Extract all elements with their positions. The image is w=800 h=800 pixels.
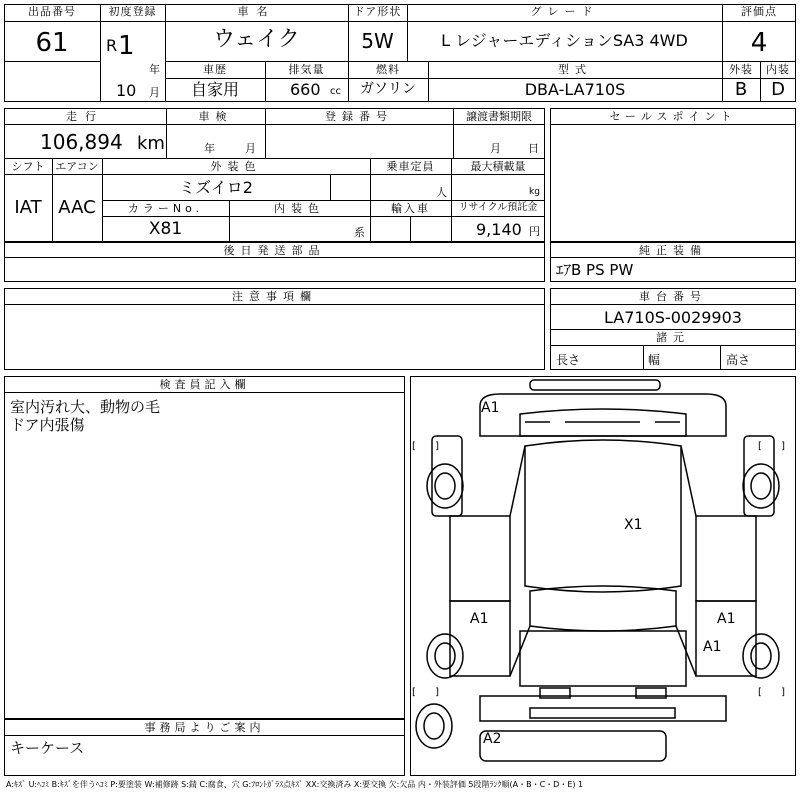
recycle-value: 9,140 [476, 220, 522, 239]
name-value: ウェイク [213, 27, 300, 52]
chassis-value: LA710S-0029903 [604, 308, 742, 327]
inspector-notes: 室内汚れ大、動物の毛 ドア内張傷 [10, 398, 161, 434]
displacement-unit: cc [330, 86, 341, 97]
sales-point-box [550, 108, 796, 242]
damage-mark-a2-rear: A2 [483, 731, 502, 747]
recycle-label: リサイクル預託金 [458, 202, 538, 213]
bracket-tr: [ ] [758, 441, 793, 452]
capacity-label: 乗車定員 [386, 160, 435, 173]
door-label: ドア形状 [353, 5, 402, 18]
lot-label: 出品番号 [28, 5, 76, 18]
model-label: 型式 [558, 63, 592, 76]
capacity-unit: 人 [436, 186, 448, 199]
score-value: 4 [750, 28, 768, 58]
month-value: 10 [116, 81, 137, 100]
int-color-label: 内装色 [274, 202, 325, 215]
transfer-label: 譲渡書類期限 [466, 110, 532, 123]
bracket-br: [ ] [758, 687, 793, 698]
length-label: 長さ [556, 353, 581, 367]
damage-mark-x1-roof: X1 [624, 517, 643, 533]
legend-text: A:ｷｽﾞ U:ﾍｺﾐ B:ｷｽﾞを伴うﾍｺﾐ P:要塗装 W:補修跡 S:錆 C:腐食、穴 G:ﾌﾛﾝﾄｶﾞﾗｽ点ｷｽﾞ XX:交換済み X:要交換 欠:欠品 内・外装評価 5段階ﾗﾝｸ順(A・B・C・D・E) 1 [6, 780, 584, 789]
inspection-label: 車検 [198, 110, 233, 123]
transfer-day: 日 [528, 142, 540, 155]
mileage-label: 走行 [66, 110, 104, 123]
width-label: 幅 [648, 353, 661, 367]
color-no-value: X81 [148, 219, 183, 239]
later-parts-label: 後日発送部品 [223, 244, 326, 257]
office-notes: キーケース [10, 739, 85, 757]
damage-mark-a1-left-door: A1 [470, 611, 489, 627]
mileage-unit: km [137, 133, 165, 154]
vehicle-info-block [4, 108, 545, 242]
genuine-label: 純正装備 [639, 244, 707, 257]
year-unit: 年 [149, 63, 160, 76]
car-diagram [410, 376, 796, 776]
era-value: R [106, 36, 118, 55]
door-value: 5W [361, 29, 394, 53]
color-no-label: カラーNo. [127, 202, 204, 215]
int-color-unit: 系 [354, 226, 366, 239]
ac-label: エアコン [55, 160, 99, 173]
genuine-value: ｴｱB PS PW [556, 261, 634, 279]
reg-no-label: 登録番号 [325, 110, 393, 123]
mileage-value: 106,894 [40, 130, 123, 154]
displacement-value: 660 [290, 80, 321, 99]
fuel-value: ガソリン [360, 81, 416, 97]
month-unit: 月 [149, 86, 160, 99]
exterior-label: 外装 [729, 63, 753, 76]
transfer-month: 月 [490, 142, 502, 155]
inspection-year: 年 [204, 142, 216, 155]
name-label: 車名 [237, 5, 276, 18]
year-value: 1 [118, 31, 135, 61]
exterior-value: B [734, 79, 748, 100]
load-label: 最大積載量 [470, 160, 526, 173]
height-label: 高さ [726, 353, 751, 367]
model-value: DBA-LA710S [524, 80, 626, 99]
fuel-label: 燃料 [376, 63, 400, 76]
grade-label: グレード [530, 5, 599, 18]
displacement-label: 排気量 [288, 63, 325, 76]
interior-label: 内装 [766, 63, 790, 76]
score-label: 評価点 [741, 5, 777, 18]
chassis-label: 車台番号 [639, 290, 707, 303]
history-value: 自家用 [190, 80, 239, 99]
shift-label: シフト [11, 160, 45, 173]
history-label: 車歴 [203, 63, 227, 76]
import-label: 輸入車 [391, 202, 430, 215]
bracket-tl: [ ] [412, 441, 447, 452]
notes-label: 注意事項欄 [232, 290, 317, 303]
office-label: 事務局よりご案内 [144, 721, 265, 734]
bracket-bl: [ ] [412, 687, 447, 698]
grade-value: L レジャーエディションSA3 4WD [441, 31, 688, 50]
damage-mark-a1-right-rear: A1 [703, 639, 722, 655]
ac-value: AAC [58, 197, 96, 218]
lot-value: 61 [35, 28, 69, 58]
first-reg-label: 初度登録 [108, 5, 157, 18]
load-unit: kg [529, 187, 540, 197]
damage-mark-a1-right-door: A1 [717, 611, 736, 627]
ext-color-value: ミズイロ2 [179, 178, 253, 197]
dims-label: 諸元 [656, 331, 690, 344]
inspector-label: 検査員記入欄 [159, 378, 250, 391]
ext-color-label: 外装色 [210, 160, 262, 173]
damage-mark-a1-front: A1 [481, 400, 500, 416]
recycle-unit: 円 [529, 225, 541, 238]
interior-value: D [771, 79, 785, 100]
inspection-month: 月 [245, 142, 257, 155]
shift-value: IAT [14, 197, 42, 218]
sales-point-label: セールスポイント [609, 110, 737, 123]
